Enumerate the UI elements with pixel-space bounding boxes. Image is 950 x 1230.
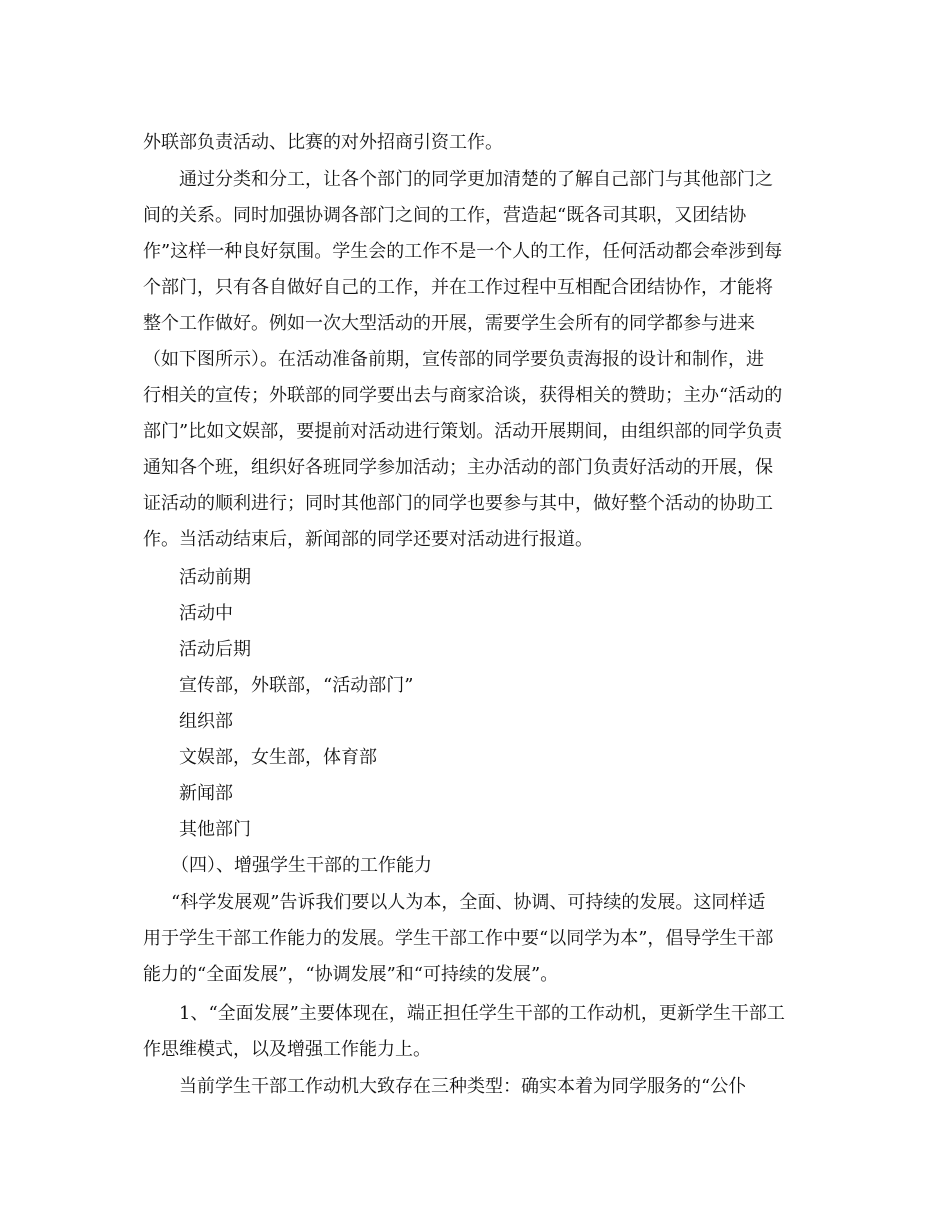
paragraph-line: 通过分类和分工，让各个部门的同学更加清楚的了解自己部门与其他部门之: [179, 169, 773, 190]
diagram-label: 宣传部，外联部，“活动部门”: [179, 675, 414, 696]
paragraph-line: 作。当活动结束后，新闻部的同学还要对活动进行报道。: [143, 529, 593, 550]
paragraph-line: 个部门，只有各自做好自己的工作，并在工作过程中互相配合团结协作，才能将: [143, 277, 773, 298]
diagram-label: 组织部: [179, 711, 233, 732]
paragraph-line: 作”这样一种良好氛围。学生会的工作不是一个人的工作，任何活动都会牵涉到每: [143, 241, 783, 262]
diagram-label: 其他部门: [179, 819, 251, 840]
paragraph-line: 证活动的顺利进行；同时其他部门的同学也要参与其中，做好整个活动的协助工: [143, 493, 773, 514]
diagram-label: 活动中: [179, 603, 233, 624]
paragraph-line: 外联部负责活动、比赛的对外招商引资工作。: [143, 132, 503, 153]
diagram-label: 活动后期: [179, 639, 251, 660]
paragraph-line: 部门”比如文娱部，要提前对活动进行策划。活动开展期间，由组织部的同学负责: [143, 421, 783, 442]
paragraph-line: （如下图所示）。在活动准备前期，宣传部的同学要负责海报的设计和制作，进: [143, 349, 764, 370]
paragraph-line: 当前学生干部工作动机大致存在三种类型：确实本着为同学服务的“公仆: [179, 1076, 747, 1097]
paragraph-line: 间的关系。同时加强协调各部门之间的工作，营造起“既各司其职，又团结协: [143, 205, 747, 226]
paragraph-line: 整个工作做好。例如一次大型活动的开展，需要学生会所有的同学都参与进来: [143, 313, 755, 334]
diagram-label: 文娱部，女生部，体育部: [179, 747, 377, 768]
paragraph-line: 作思维模式，以及增强工作能力上。: [143, 1039, 431, 1060]
diagram-label: 新闻部: [179, 783, 233, 804]
paragraph-line: “科学发展观”告诉我们要以人为本，全面、协调、可持续的发展。这同样适: [171, 892, 766, 913]
paragraph-line: 通知各个班，组织好各班同学参加活动；主办活动的部门负责好活动的开展，保: [143, 457, 773, 478]
diagram-label: 活动前期: [179, 567, 251, 588]
paragraph-line: 能力的“全面发展”，“协调发展”和“可持续的发展”。: [143, 964, 559, 985]
paragraph-line: 1、“全面发展”主要体现在，端正担任学生干部的工作动机，更新学生干部工: [179, 1003, 785, 1024]
paragraph-line: 行相关的宣传；外联部的同学要出去与商家洽谈，获得相关的赞助；主办“活动的: [143, 385, 783, 406]
section-heading: （四）、增强学生干部的工作能力: [171, 855, 432, 876]
paragraph-line: 用于学生干部工作能力的发展。学生干部工作中要“以同学为本”，倡导学生干部: [143, 928, 774, 949]
